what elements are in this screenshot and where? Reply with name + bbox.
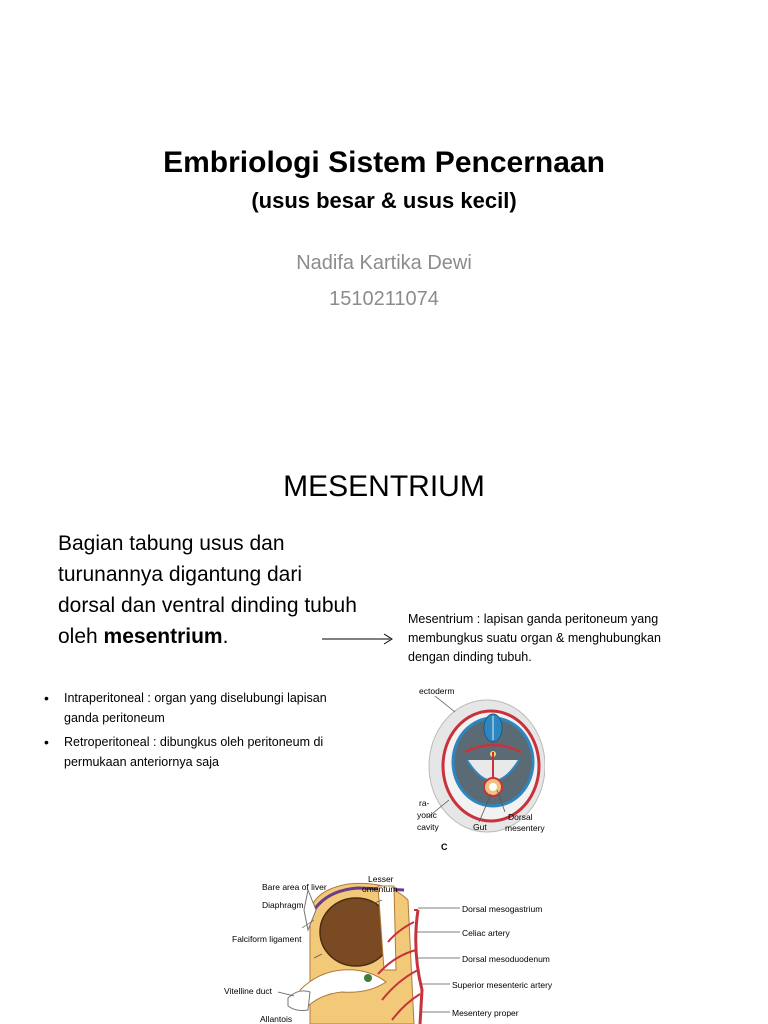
author-name: Nadifa Kartika Dewi <box>296 252 472 274</box>
lead-paragraph <box>58 528 358 652</box>
label-omentum: omentum <box>362 884 398 894</box>
slide-subtitle: (usus besar & usus kecil) <box>251 188 517 213</box>
label-allantois: Allantois <box>260 1014 293 1024</box>
label-ectoderm: ectoderm <box>419 686 455 696</box>
title-slide <box>0 0 768 420</box>
label-mesentery: mesentery <box>505 823 545 833</box>
slide-title: MESENTRIUM <box>283 470 485 503</box>
label-dorsal-mesoduodenum: Dorsal mesoduodenum <box>462 954 550 964</box>
student-id: 1510211074 <box>329 288 439 310</box>
label-vitelline: Vitelline duct <box>224 986 273 996</box>
label-lesser: Lesser <box>368 874 394 884</box>
lead-text: Bagian tabung usus dan turunannya digantung dari dorsal dan ventral dinding tubuh oleh <box>58 532 357 648</box>
panel-label: C <box>441 842 448 852</box>
mesentrium-slide <box>0 420 768 1024</box>
bullet-item: • Retroperitoneal : dibungkus oleh peritoneum di permukaan anteriornya saja <box>42 732 342 772</box>
lead-end: . <box>222 625 229 648</box>
label-dorsal: Dorsal <box>508 812 533 822</box>
label-diaphragm: Diaphragm <box>262 900 304 910</box>
label-gut: Gut <box>473 822 487 832</box>
lead-bold-term: mesentrium <box>103 625 223 648</box>
label-mesentery-proper: Mesentery proper <box>452 1008 519 1018</box>
arrow-icon <box>322 632 398 646</box>
label-cavity-2: yonic <box>417 810 437 820</box>
slide-title: Embriologi Sistem Pencernaan <box>163 146 605 179</box>
bullet-item: • Intraperitoneal : organ yang diselubungi lapisan ganda peritoneum <box>42 688 342 728</box>
label-bare-area: Bare area of liver <box>262 882 327 892</box>
label-celiac-artery: Celiac artery <box>462 928 510 938</box>
bullet-list <box>42 688 342 776</box>
label-superior-mesenteric-artery: Superior mesenteric artery <box>452 980 553 990</box>
embryo-cross-section-figure <box>405 682 545 856</box>
label-cavity-1: ra- <box>419 798 430 808</box>
label-falciform: Falciform ligament <box>232 934 302 944</box>
mesentery-sagittal-figure <box>218 870 568 1024</box>
label-dorsal-mesogastrium: Dorsal mesogastrium <box>462 904 543 914</box>
definition-text: Mesentrium : lapisan ganda peritoneum yang membungkus suatu organ & menghubungkan dengan dinding tubuh. <box>408 612 661 664</box>
label-cavity-3: cavity <box>417 822 439 832</box>
